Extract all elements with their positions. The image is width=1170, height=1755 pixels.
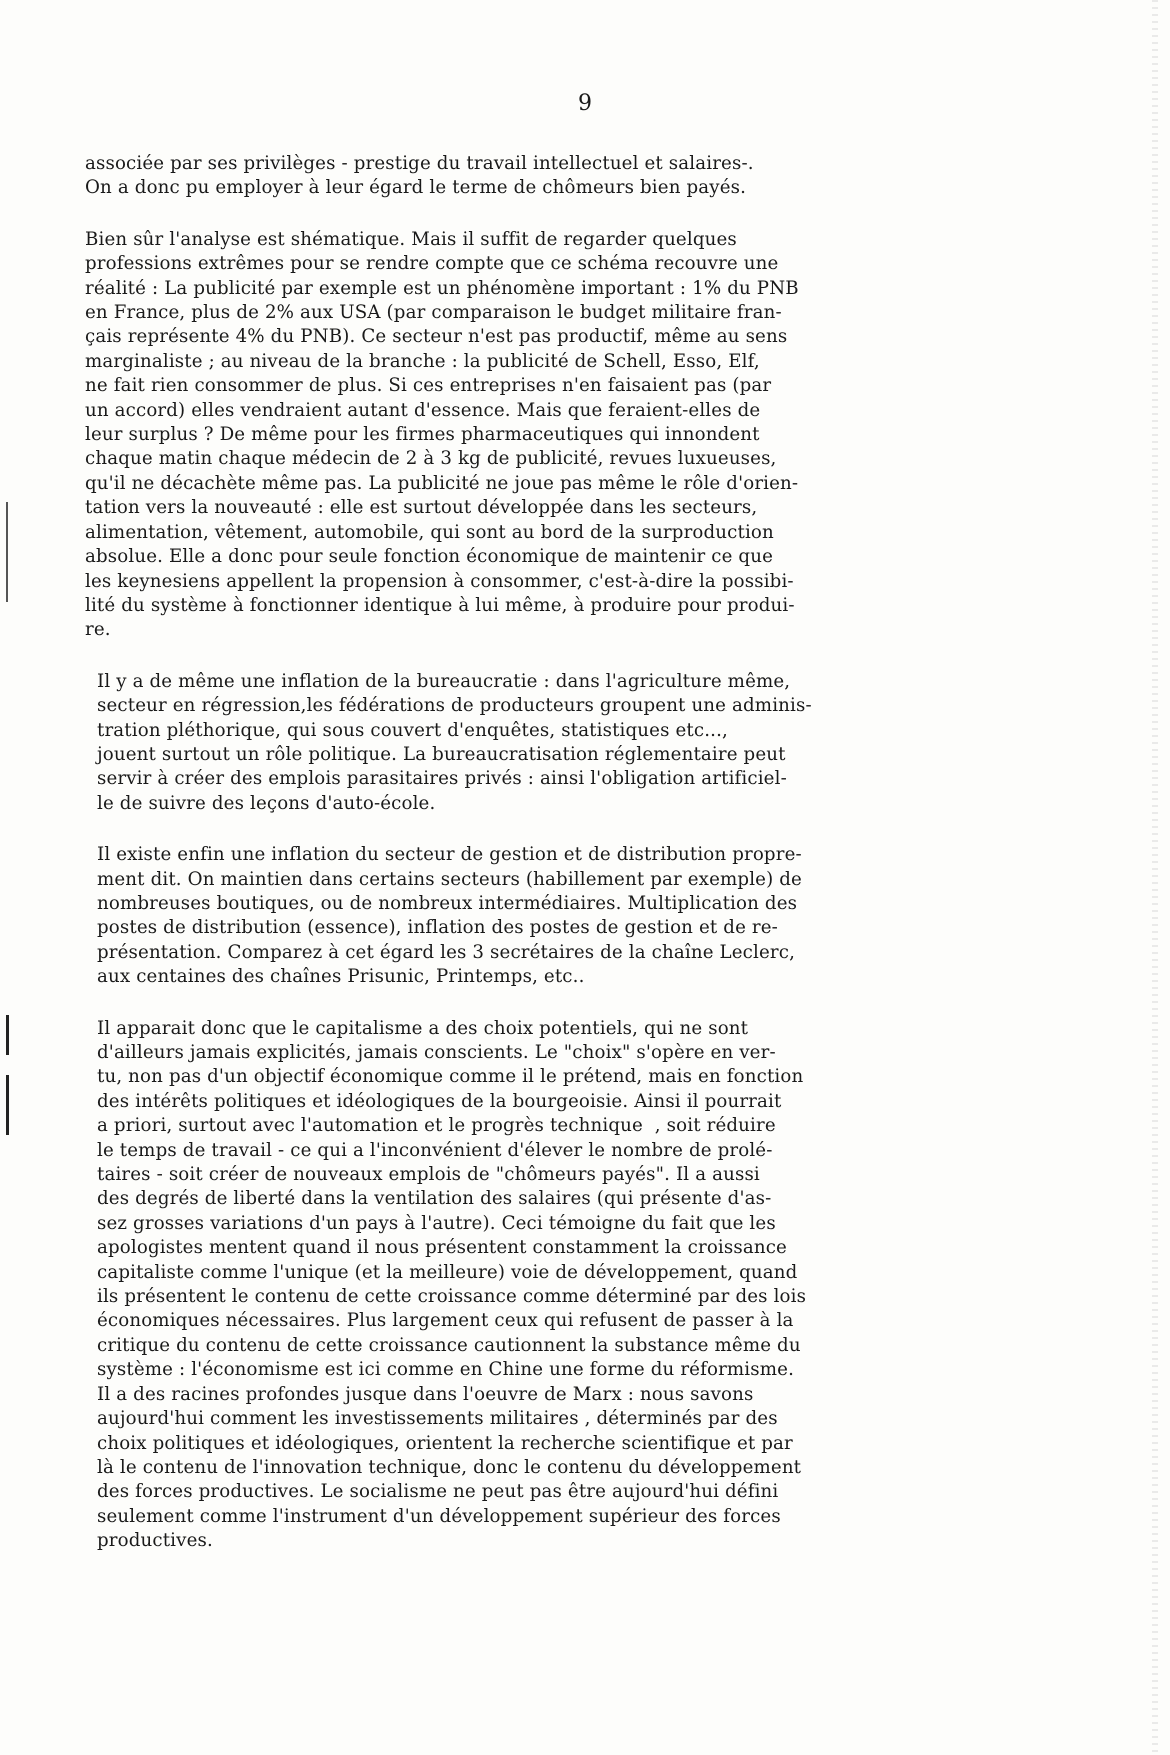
text-line: le de suivre des leçons d'auto-école. — [97, 792, 436, 814]
text-line: sez grosses variations d'un pays à l'autre). Ceci témoigne du fait que les — [97, 1212, 776, 1234]
text-line: réalité : La publicité par exemple est un phénomène important : 1% du PNB — [85, 277, 799, 299]
text-line: lité du système à fonctionner identique à lui même, à produire pour produi- — [85, 594, 795, 616]
text-line: des degrés de liberté dans la ventilation des salaires (qui présente d'as- — [97, 1188, 772, 1210]
margin-mark — [6, 1015, 9, 1055]
text-line: tation vers la nouveauté : elle est surtout développée dans les secteurs, — [85, 497, 758, 519]
text-line: productives. — [97, 1530, 213, 1552]
text-line: aux centaines des chaînes Prisunic, Printemps, etc.. — [97, 966, 585, 988]
text-line: absolue. Elle a donc pour seule fonction économique de maintenir ce que — [85, 546, 773, 568]
text-line: seulement comme l'instrument d'un développement supérieur des forces — [97, 1505, 781, 1527]
text-line: les keynesiens appellent la propension à consommer, c'est-à-dire la possibi- — [85, 570, 794, 592]
paragraph — [85, 1017, 1070, 1554]
text-line: çais représente 4% du PNB). Ce secteur n'est pas productif, même au sens — [85, 326, 788, 348]
text-line: qu'il ne décachète même pas. La publicité ne joue pas même le rôle d'orien- — [85, 472, 799, 494]
paragraph — [85, 152, 1070, 201]
paragraph — [85, 228, 1070, 643]
text-line: le temps de travail - ce qui a l'inconvénient d'élever le nombre de prolé- — [97, 1139, 773, 1161]
text-line: tu, non pas d'un objectif économique comme il le prétend, mais en fonction — [97, 1066, 804, 1088]
text-line: aujourd'hui comment les investissements militaires , déterminés par des — [97, 1408, 778, 1430]
text-line: marginaliste ; au niveau de la branche : la publicité de Schell, Esso, Elf, — [85, 350, 760, 372]
text-line: associée par ses privilèges - prestige du travail intellectuel et salaires-. — [85, 153, 754, 174]
text-line: re. — [85, 619, 111, 641]
text-line: ils présentent le contenu de cette croissance comme déterminé par des lois — [97, 1286, 807, 1308]
text-line: critique du contenu de cette croissance cautionnent la substance même du — [97, 1334, 801, 1356]
text-line: présentation. Comparez à cet égard les 3 secrétaires de la chaîne Leclerc, — [97, 941, 796, 963]
text-line: des forces productives. Le socialisme ne peut pas être aujourd'hui défini — [97, 1481, 779, 1503]
text-line: alimentation, vêtement, automobile, qui sont au bord de la surproduction — [85, 521, 774, 543]
text-line: On a donc pu employer à leur égard le terme de chômeurs bien payés. — [85, 177, 747, 199]
text-line: là le contenu de l'innovation technique, donc le contenu du développement — [97, 1456, 802, 1478]
text-line: jouent surtout un rôle politique. La bureaucratisation réglementaire peut — [97, 743, 786, 765]
scan-edge — [1152, 0, 1158, 1755]
page-number: 9 — [578, 91, 592, 116]
text-line: servir à créer des emplois parasitaires privés : ainsi l'obligation artificiel- — [97, 768, 787, 790]
text-line: Il y a de même une inflation de la bureaucratie : dans l'agriculture même, — [97, 670, 791, 692]
text-line: économiques nécessaires. Plus largement ceux qui refusent de passer à la — [97, 1310, 794, 1332]
text-line: Il apparait donc que le capitalisme a des choix potentiels, qui ne sont — [97, 1017, 749, 1039]
text-line: choix politiques et idéologiques, orientent la recherche scientifique et par — [97, 1432, 793, 1454]
text-line: leur surplus ? De même pour les firmes pharmaceutiques qui innondent — [85, 424, 760, 446]
text-line: Il existe enfin une inflation du secteur de gestion et de distribution propre- — [97, 844, 802, 866]
text-line: a priori, surtout avec l'automation et le progrès technique , soit réduire — [97, 1115, 776, 1137]
text-line: chaque matin chaque médecin de 2 à 3 kg de publicité, revues luxueuses, — [85, 448, 777, 470]
text-line: ne fait rien consommer de plus. Si ces entreprises n'en faisaient pas (par — [85, 375, 772, 397]
text-line: Bien sûr l'analyse est shématique. Mais il suffit de regarder quelques — [85, 228, 737, 250]
margin-mark — [6, 502, 8, 602]
text-line: Il a des racines profondes jusque dans l'oeuvre de Marx : nous savons — [97, 1383, 754, 1405]
text-line: tration pléthorique, qui sous couvert d'enquêtes, statistiques etc..., — [97, 719, 728, 741]
text-line: des intérêts politiques et idéologiques de la bourgeoisie. Ainsi il pourrait — [97, 1090, 782, 1112]
text-line: secteur en régression,les fédérations de producteurs groupent une adminis- — [97, 695, 812, 717]
text-line: d'ailleurs jamais explicités, jamais conscients. Le "choix" s'opère en ver- — [97, 1042, 776, 1063]
text-line: apologistes mentent quand il nous présentent constamment la croissance — [97, 1237, 787, 1259]
text-line: professions extrêmes pour se rendre compte que ce schéma recouvre une — [85, 253, 779, 275]
text-line: ment dit. On maintien dans certains secteurs (habillement par exemple) de — [97, 868, 802, 890]
text-line: postes de distribution (essence), inflation des postes de gestion et de re- — [97, 917, 778, 939]
text-line: taires - soit créer de nouveaux emplois de "chômeurs payés". Il a aussi — [97, 1164, 760, 1186]
paragraph — [85, 670, 1070, 816]
body-text — [85, 152, 1070, 1554]
paragraph — [85, 843, 1070, 989]
text-line: en France, plus de 2% aux USA (par comparaison le budget militaire fran- — [85, 302, 782, 324]
text-line: nombreuses boutiques, ou de nombreux intermédiaires. Multiplication des — [97, 892, 798, 914]
text-line: un accord) elles vendraient autant d'essence. Mais que feraient-elles de — [85, 399, 761, 421]
text-line: système : l'économisme est ici comme en Chine une forme du réformisme. — [97, 1359, 794, 1381]
text-line: capitaliste comme l'unique (et la meilleure) voie de développement, quand — [97, 1261, 798, 1283]
margin-mark — [6, 1075, 9, 1135]
